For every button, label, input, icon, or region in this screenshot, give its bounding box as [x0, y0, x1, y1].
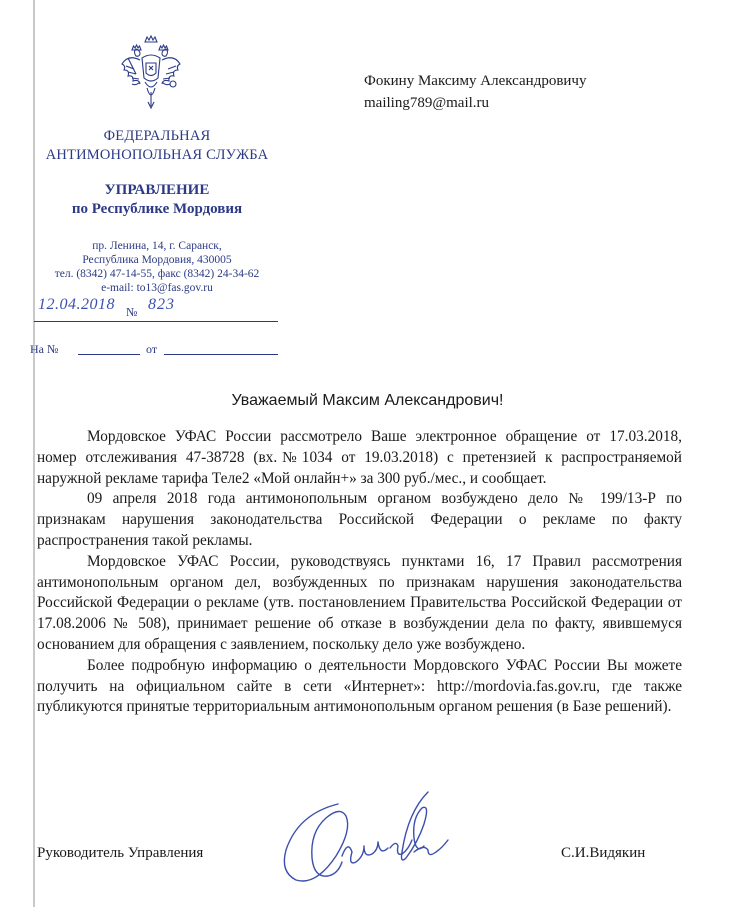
recipient-name: Фокину Максиму Александровичу — [364, 73, 587, 89]
handwritten-signature — [278, 786, 454, 896]
signatory-position: Руководитель Управления — [37, 845, 204, 861]
body-paragraph-2: 09 апреля 2018 года антимонопольным органом возбуждено дело № 199/13-Р по признакам нарушения законодательства Российской Федерации о рекламе по факту распространения такой рекламы. — [37, 490, 682, 549]
registration-number-label: № — [126, 305, 138, 319]
department-title: УПРАВЛЕНИЕ — [104, 182, 210, 198]
address-region: Республика Мордовия, 430005 — [82, 254, 232, 266]
letter-body — [37, 427, 682, 718]
registration-date: 12.04.2018 — [38, 296, 115, 313]
coat-of-arms-icon — [118, 32, 184, 118]
address-phone: тел. (8342) 47-14-55, факс (8342) 24-34-62 — [54, 268, 260, 280]
body-paragraph-3: Мордовское УФАС России, руководствуясь пунктами 16, 17 Правил рассмотрения антимонопольным органом дел, возбужденных по признакам нарушения законодательства Российской Федерации о рекламе (утв. постановлением Правительства Российской Федерации от 17.08.2006 № 508), принимает решение об отказе в возбуждении дела по факту, явившемуся основанием для обращения с заявлением, поскольку дело уже возбуждено. — [37, 552, 682, 653]
body-paragraph-4: Более подробную информацию о деятельности Мордовского УФАС России Вы можете получить на официальном сайте в сети «Интернет»: http://mordovia.fas.gov.ru, где также публикуются принятые территориальным антимонопольным органом решения (в Базе решений). — [37, 656, 682, 716]
recipient-email: mailing789@mail.ru — [364, 95, 490, 111]
salutation: Уважаемый Максим Александрович! — [231, 392, 504, 409]
body-paragraph-1: Мордовское УФАС России рассмотрело Ваше электронное обращение от 17.03.2018, номер отслеживания 47-38728 (вх.№1034 от 19.03.2018) с претензией к распространяемой наружной рекламе тарифа Теле2 «Мой онлайн+» за 300 руб./мес., и сообщает. — [37, 428, 682, 487]
reference-date-blank — [164, 354, 278, 355]
reference-date-label: от — [146, 342, 158, 356]
address-email: e-mail: to13@fas.gov.ru — [101, 282, 213, 294]
registration-number: 823 — [148, 296, 175, 313]
signatory-name: С.И.Видякин — [561, 845, 646, 861]
registration-underline — [34, 321, 278, 322]
agency-name-line1: ФЕДЕРАЛЬНАЯ — [103, 128, 211, 144]
agency-name-line2: АНТИМОНОПОЛЬНАЯ СЛУЖБА — [45, 147, 269, 163]
address-street: пр. Ленина, 14, г. Саранск, — [92, 240, 222, 252]
reference-number-blank — [78, 354, 140, 355]
department-region: по Республике Мордовия — [71, 201, 243, 217]
reference-number-label: На № — [30, 342, 59, 356]
